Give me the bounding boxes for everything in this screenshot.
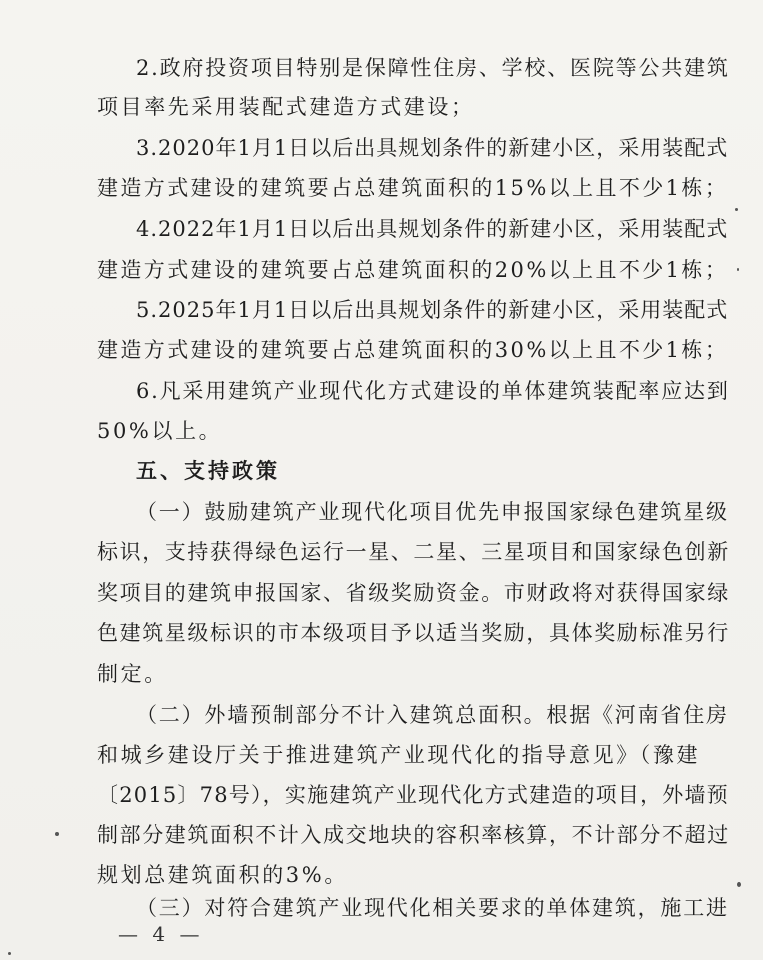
scan-speck (55, 832, 59, 836)
text-line: 建造方式建设的建筑要占总建筑面积的15%以上且不少1栋； (97, 176, 729, 200)
text-line: 6.凡采用建筑产业现代化方式建设的单体建筑装配率应达到 (136, 379, 730, 403)
text-line: 3.2020年1月1日以后出具规划条件的新建小区，采用装配式 (136, 136, 729, 160)
page-number: — 4 — (118, 922, 204, 946)
scan-speck (8, 952, 11, 955)
text-line: 2.政府投资项目特别是保障性住房、学校、医院等公共建筑 (136, 56, 730, 80)
text-line: 4.2022年1月1日以后出具规划条件的新建小区，采用装配式 (136, 217, 729, 241)
text-line: 奖项目的建筑申报国家、省级奖励资金。市财政将对获得国家绿 (97, 581, 730, 605)
text-line: 建造方式建设的建筑要占总建筑面积的20%以上且不少1栋； (97, 258, 729, 282)
scan-speck (737, 882, 741, 887)
text-line: 制部分建筑面积不计入成交地块的容积率核算，不计部分不超过 (97, 823, 730, 847)
section-heading: 五、支持政策 (136, 459, 280, 483)
text-line: （三）对符合建筑产业现代化相关要求的单体建筑，施工进 (136, 896, 729, 920)
text-line: 项目率先采用装配式建造方式建设； (97, 95, 475, 119)
text-line: （一）鼓励建筑产业现代化项目优先申报国家绿色建筑星级 (136, 500, 729, 524)
text-line: 制定。 (97, 662, 168, 686)
text-line: 标识，支持获得绿色运行一星、二星、三星项目和国家绿色创新 (97, 540, 730, 564)
scan-speck (737, 268, 739, 271)
text-line: 5.2025年1月1日以后出具规划条件的新建小区，采用装配式 (136, 298, 729, 322)
scan-speck (735, 208, 738, 211)
text-line: （二）外墙预制部分不计入建筑总面积。根据《河南省住房 (136, 703, 729, 727)
text-line: 建造方式建设的建筑要占总建筑面积的30%以上且不少1栋； (97, 338, 729, 362)
text-line: 规划总建筑面积的3%。 (97, 863, 348, 887)
text-line: 50%以上。 (97, 419, 223, 443)
text-line: 和城乡建设厅关于推进建筑产业现代化的指导意见》（豫建 (97, 743, 701, 767)
text-line: 〔2015〕78号），实施建筑产业现代化方式建造的项目，外墙预 (97, 783, 729, 807)
text-line: 色建筑星级标识的市本级项目予以适当奖励，具体奖励标准另行 (97, 621, 730, 645)
